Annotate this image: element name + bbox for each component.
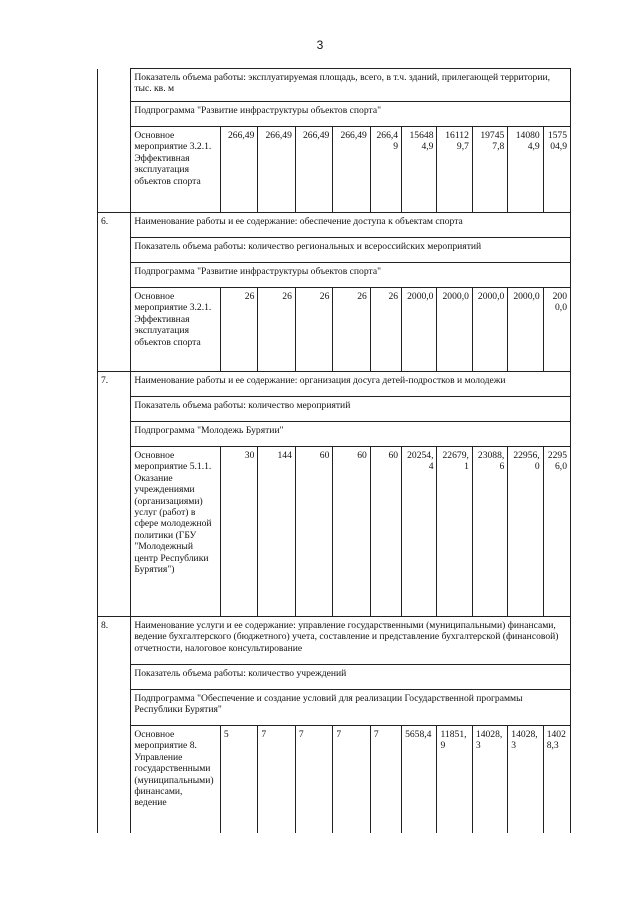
table-row xyxy=(98,372,571,397)
service-name-text: Наименование услуги и ее содержание: управление государственными (муниципальными) финансами, ведение бухгалтерского (бюджетного) учета, составление и представление бухгалтерской (финансовой) отчетности, налоговое консультирование xyxy=(131,617,571,665)
section-number: 6. xyxy=(98,213,131,372)
program-table xyxy=(97,68,571,833)
value-cell: 60 xyxy=(295,447,332,617)
value-cell: 2000,0 xyxy=(402,288,437,372)
indicator-text: Показатель объема работы: количество мероприятий xyxy=(131,397,571,422)
table-row xyxy=(98,617,571,665)
measure-label: Основное мероприятие 8. Управление государственными (муниципальными) финансами, ведение xyxy=(131,726,221,833)
table-row xyxy=(98,288,571,372)
measure-label: Основное мероприятие 3.2.1. Эффективная эксплуатация объектов спорта xyxy=(131,127,221,213)
value-cell: 2000,0 xyxy=(543,288,570,372)
table-row xyxy=(98,665,571,690)
value-cell: 14028,3 xyxy=(472,726,507,833)
value-cell: 197457,8 xyxy=(472,127,507,213)
value-cell: 14028,3 xyxy=(543,726,570,833)
value-cell: 157504,9 xyxy=(543,127,570,213)
value-cell: 60 xyxy=(333,447,370,617)
value-cell: 156484,9 xyxy=(402,127,437,213)
table-row xyxy=(98,447,571,617)
measure-label: Основное мероприятие 5.1.1. Оказание учреждениями (организациями) услуг (работ) в сфере молодежной политики (ГБУ "Молодежный центр Республики Бурятия") xyxy=(131,447,221,617)
value-cell: 144 xyxy=(258,447,295,617)
value-cell: 2000,0 xyxy=(437,288,472,372)
value-cell: 23088,6 xyxy=(472,447,507,617)
table-row xyxy=(98,397,571,422)
indicator-text: Показатель объема работы: эксплуатируемая площадь, всего, в т.ч. зданий, прилегающей территории, тыс. кв. м xyxy=(131,69,571,102)
value-cell: 266,49 xyxy=(333,127,370,213)
value-cell: 161129,7 xyxy=(437,127,472,213)
value-cell: 20254,4 xyxy=(402,447,437,617)
value-cell: 2000,0 xyxy=(472,288,507,372)
subprogram-text: Подпрограмма "Развитие инфраструктуры объектов спорта" xyxy=(131,102,571,127)
value-cell: 30 xyxy=(220,447,257,617)
indicator-text: Показатель объема работы: количество региональных и всероссийских мероприятий xyxy=(131,238,571,263)
value-cell: 140804,9 xyxy=(508,127,543,213)
work-name-text: Наименование работы и ее содержание: обеспечение доступа к объектам спорта xyxy=(131,213,571,238)
value-cell: 11851,9 xyxy=(437,726,472,833)
table-row xyxy=(98,690,571,726)
value-cell: 60 xyxy=(370,447,401,617)
page-number: 3 xyxy=(316,38,324,52)
section-number: 8. xyxy=(98,617,131,833)
value-cell: 5658,4 xyxy=(402,726,437,833)
table-row xyxy=(98,263,571,288)
value-cell: 22679,1 xyxy=(437,447,472,617)
value-cell: 7 xyxy=(258,726,295,833)
indicator-text: Показатель объема работы: количество учреждений xyxy=(131,665,571,690)
work-name-text: Наименование работы и ее содержание: организация досуга детей-подростков и молодежи xyxy=(131,372,571,397)
subprogram-text: Подпрограмма "Развитие инфраструктуры объектов спорта" xyxy=(131,263,571,288)
value-cell: 22956,0 xyxy=(508,447,543,617)
value-cell: 26 xyxy=(333,288,370,372)
value-cell: 14028,3 xyxy=(508,726,543,833)
table-row xyxy=(98,102,571,127)
value-cell: 266,49 xyxy=(295,127,332,213)
subprogram-text: Подпрограмма "Обеспечение и создание условий для реализации Государственной программы Республики Бурятия" xyxy=(131,690,571,726)
measure-label: Основное мероприятие 3.2.1. Эффективная эксплуатация объектов спорта xyxy=(131,288,221,372)
value-cell: 26 xyxy=(220,288,257,372)
value-cell: 26 xyxy=(370,288,401,372)
value-cell: 2000,0 xyxy=(508,288,543,372)
subprogram-text: Подпрограмма "Молодежь Бурятии" xyxy=(131,422,571,447)
value-cell: 7 xyxy=(370,726,401,833)
value-cell: 266,49 xyxy=(370,127,401,213)
table-row xyxy=(98,726,571,833)
table-row xyxy=(98,127,571,213)
section-number: 7. xyxy=(98,372,131,617)
table-row xyxy=(98,69,571,102)
section-number xyxy=(98,69,131,213)
value-cell: 22956,0 xyxy=(543,447,570,617)
value-cell: 26 xyxy=(295,288,332,372)
table-row xyxy=(98,213,571,238)
value-cell: 7 xyxy=(333,726,370,833)
value-cell: 5 xyxy=(220,726,257,833)
value-cell: 266,49 xyxy=(258,127,295,213)
value-cell: 266,49 xyxy=(220,127,257,213)
value-cell: 7 xyxy=(295,726,332,833)
table-row xyxy=(98,238,571,263)
table-row xyxy=(98,422,571,447)
value-cell: 26 xyxy=(258,288,295,372)
